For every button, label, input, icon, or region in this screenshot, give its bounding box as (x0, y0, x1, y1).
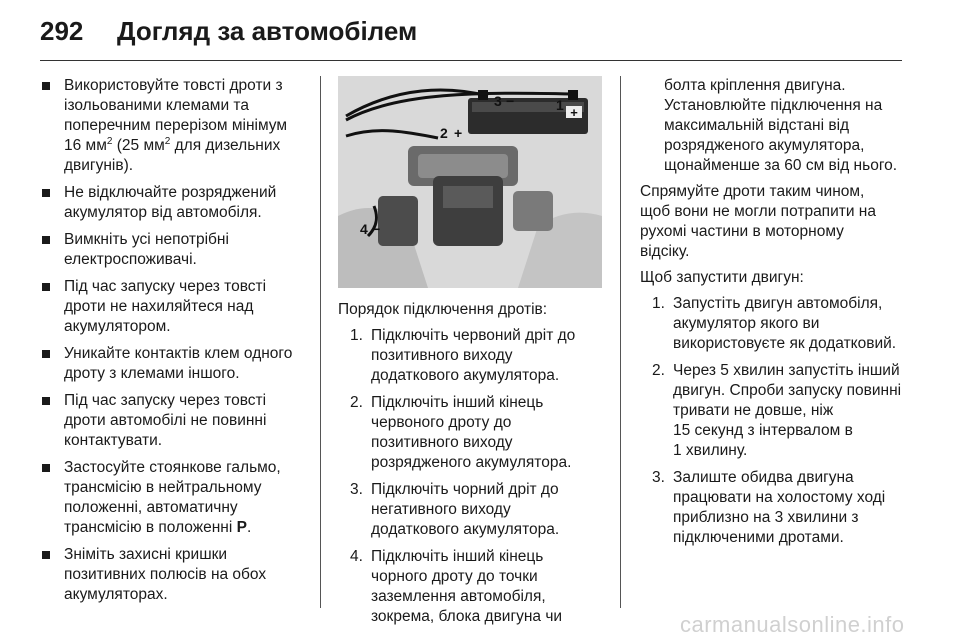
connection-step: 3. Підключіть чорний дріт до негативного виходу додаткового акумулятора. (350, 481, 560, 538)
column-divider-left (320, 76, 321, 608)
bullet-square-icon (42, 82, 50, 90)
bullet-item: Зніміть захисні кришки позитивних полюсів на обох акумуляторах. (40, 545, 310, 605)
bullet-square-icon (42, 551, 50, 559)
start-step: 2. Через 5 хвилин запустіть інший двигун. Спроби запуску повинні тривати не довше, ніж 15 секунд з інтервалом в 1 хвилину. (652, 362, 902, 459)
page-title: Догляд за автомобілем (117, 16, 418, 46)
bullet-item: Під час запуску через товсті дроти не нахиляйтеся над акумулятором. (40, 277, 310, 337)
jump-start-illustration (338, 76, 602, 288)
header-rule (40, 60, 902, 61)
callout-label-3: 3 (494, 93, 502, 109)
bullet-item: Уникайте контактів клем одного дроту з клемами іншого. (40, 344, 310, 384)
bullet-item: Не відключайте розряджений акумулятор від автомобіля. (40, 183, 310, 223)
connection-step: 4. Підключіть інший кінець чорного дроту до точки заземлення автомобіля, зокрема, блока двигуна чи (350, 548, 563, 625)
step4-continuation: болта кріплення двигуна. Установлюйте підключення на максимальній відстані від розрядженого акумулятора, щонайменше за 60 см від нього. (664, 77, 898, 174)
bullet-square-icon (42, 350, 50, 358)
bullet-square-icon (42, 464, 50, 472)
bullet-item: Під час запуску через товсті дроти автомобілі не повинні контактувати. (40, 391, 310, 451)
minus-sign-4: − (372, 221, 381, 237)
callout-label-2: 2 (440, 125, 448, 141)
watermark: carmanualsonline.info (680, 612, 905, 637)
bullet-square-icon (42, 189, 50, 197)
bullet-square-icon (42, 236, 50, 244)
column-divider-right (620, 76, 621, 608)
minus-sign-3: − (506, 93, 515, 109)
bullet-item: Використовуйте товсті дроти з ізольованими клемами та поперечним перерізом мінімум 16 $мм^2$ (25 $мм^2$ для дизельних двигунів). (40, 76, 310, 176)
column-start-procedure (640, 76, 920, 555)
page-number: 292 (40, 16, 84, 46)
start-step: 1. Запустіть двигун автомобіля, акумулятор якого ви використовуєте як додатковий. (652, 295, 897, 352)
bullet-square-icon (42, 397, 50, 405)
start-step: 3. Залиште обидва двигуна працювати на холостому ході приблизно на 3 хвилини з підключеними дротами. (652, 469, 886, 546)
start-intro: Щоб запустити двигун: (640, 269, 804, 286)
column-precautions (40, 76, 310, 612)
engine-bay-drawing (338, 76, 602, 288)
column-connection-order (338, 76, 610, 634)
connection-step: 2. Підключіть інший кінець червоного дроту до позитивного виходу розрядженого акумулятора. (350, 394, 572, 471)
bullet-item: Застосуйте стоянкове гальмо, трансмісію в нейтральному положенні, автоматичну трансмісію в положенні P. (40, 458, 310, 538)
bullet-square-icon (42, 283, 50, 291)
plus-sign-2: + (454, 125, 463, 141)
connection-step: 1. Підключіть червоний дріт до позитивного виходу додаткового акумулятора. (350, 327, 576, 384)
bullet-item: Вимкніть усі непотрібні електроспоживачі. (40, 230, 310, 270)
callout-label-1: 1 (556, 97, 564, 113)
plus-sign-1: + (570, 105, 578, 120)
cable-routing-note: Спрямуйте дроти таким чином, щоб вони не могли потрапити на рухомі частини в моторному відсіку. (640, 183, 876, 260)
connection-intro: Порядок підключення дротів: (338, 301, 548, 318)
callout-label-4: 4 (360, 221, 368, 237)
page-header (0, 0, 960, 62)
